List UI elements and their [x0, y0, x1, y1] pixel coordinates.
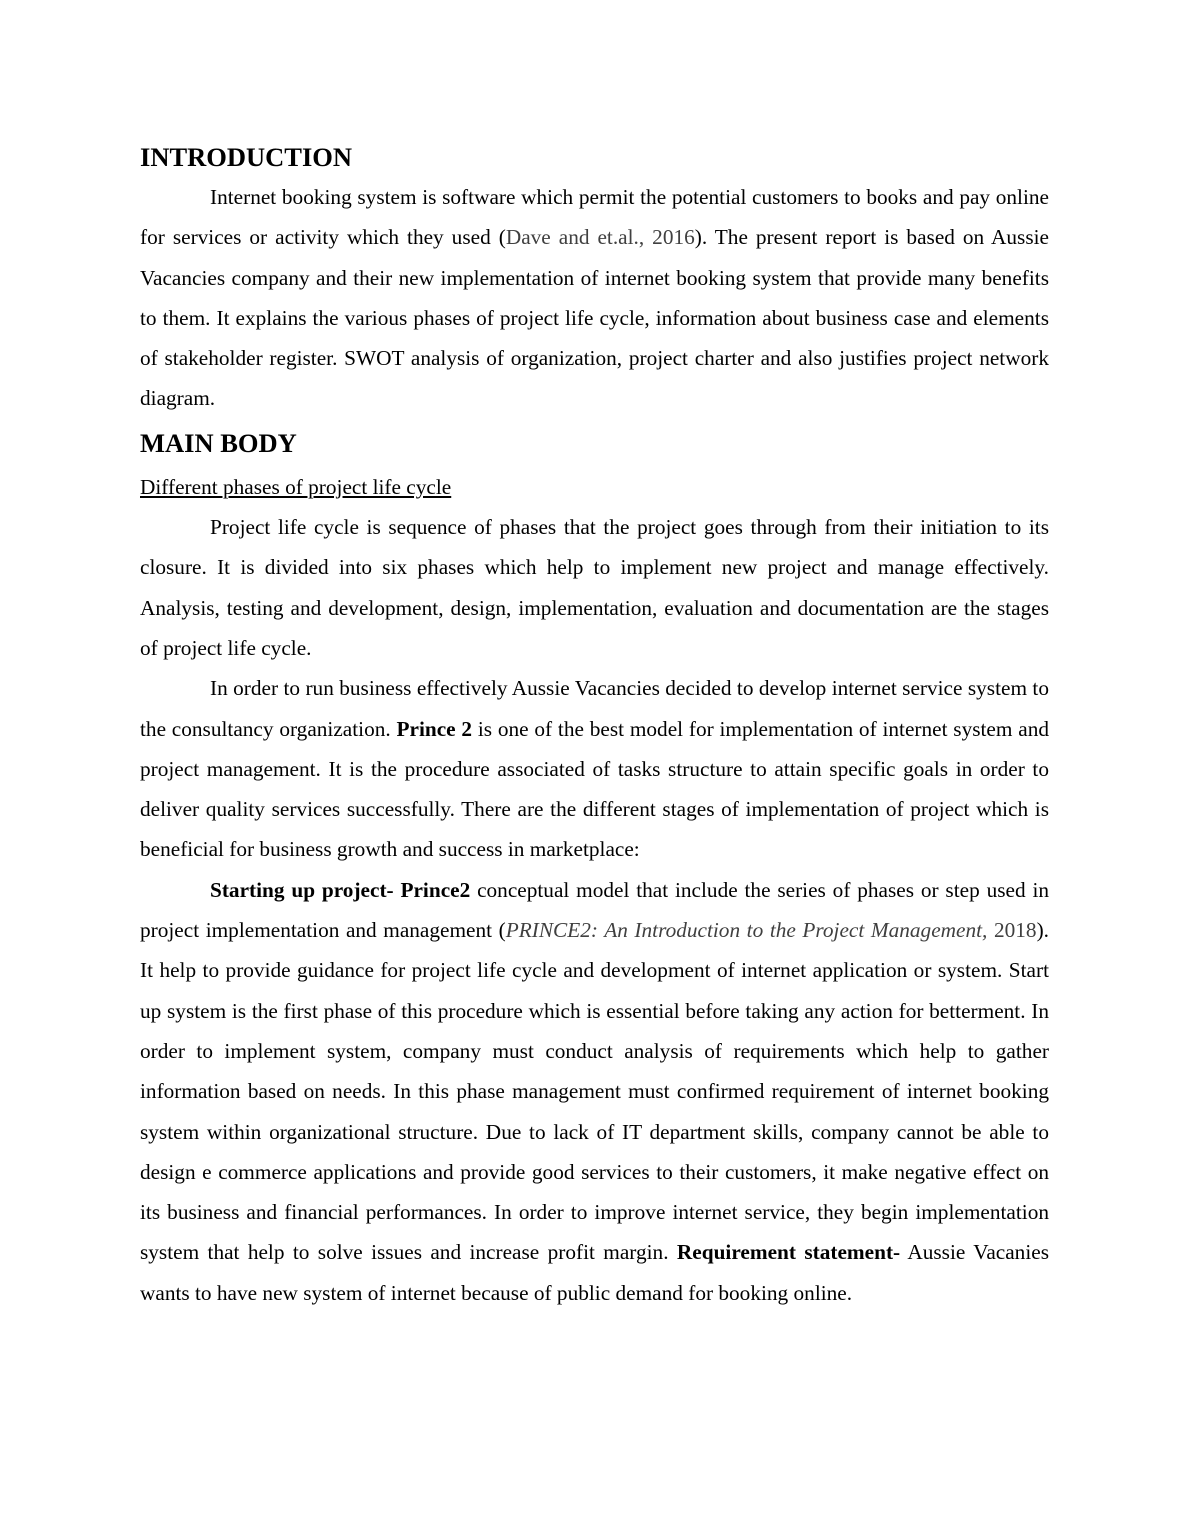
p3-text-b: ). It help to provide guidance for project life cycle and development of internet application or system. Start up system is the first phase of this procedure which is essential before taking any action for betterment. In order to implement system, company must conduct analysis of requirements which help to gather information based on needs. In this phase management must confirmed requirement of internet booking system within organizational structure. Due to lack of IT department skills, company cannot be able to design e commerce applications and provide good services to their customers, it make negative effect on its business and financial performances. In order to improve internet service, they begin implementation system that help to solve issues and increase profit margin. — [140, 918, 1049, 1265]
citation-dave: Dave and et.al., 2016 — [505, 225, 695, 250]
starting-up-bold: Starting up project- Prince2 — [210, 877, 471, 902]
citation-prince2-year: 2018 — [987, 918, 1037, 943]
document-page — [140, 137, 1049, 1313]
p2-text-a: In order to run business effectively Aussie Vacancies decided to develop internet service system to the consultancy organization. — [140, 676, 1049, 741]
introduction-heading: INTRODUCTION — [140, 142, 353, 172]
p2-text-b: is one of the best model for implementation of internet system and project management. It is the procedure associated of tasks structure to attain specific goals in order to deliver quality services successfully. There are the different stages of implementation of project which is beneficial for business growth and success in marketplace: — [140, 716, 1049, 862]
starting-up-paragraph — [140, 870, 1049, 1313]
requirement-statement-bold: Requirement statement- — [676, 1240, 901, 1265]
citation-prince2-title: PRINCE2: An Introduction to the Project Management, — [505, 918, 988, 943]
p3-text-a: conceptual model that include the series of phases or step used in project implementation and management ( — [140, 877, 1050, 943]
introduction-paragraph — [140, 177, 1049, 419]
phases-subheading: Different phases of project life cycle — [140, 474, 452, 499]
life-cycle-paragraph: Project life cycle is sequence of phases that the project goes through from their initiation to its closure. It is divided into six phases which help to implement new project and manage effectively. Analysis, testing and development, design, implementation, evaluation and documentation are the stages of project life cycle. — [140, 515, 1049, 660]
intro-text-a: Internet booking system is software which permit the potential customers to books and pay online for services or activity which they used ( — [140, 185, 1049, 250]
prince2-bold: Prince 2 — [396, 716, 473, 741]
main-body-heading: MAIN BODY — [140, 427, 297, 458]
p3-text-c: Aussie Vacanies wants to have new system of internet because of public demand for booking online. — [140, 1240, 1049, 1305]
aussie-vacancies-paragraph — [140, 668, 1049, 869]
intro-text-b: ). The present report is based on Aussie Vacancies company and their new implementation of internet booking system that provide many benefits to them. It explains the various phases of project life cycle, information about business case and elements of stakeholder register. SWOT analysis of organization, project charter and also justifies project network diagram. — [140, 225, 1049, 411]
